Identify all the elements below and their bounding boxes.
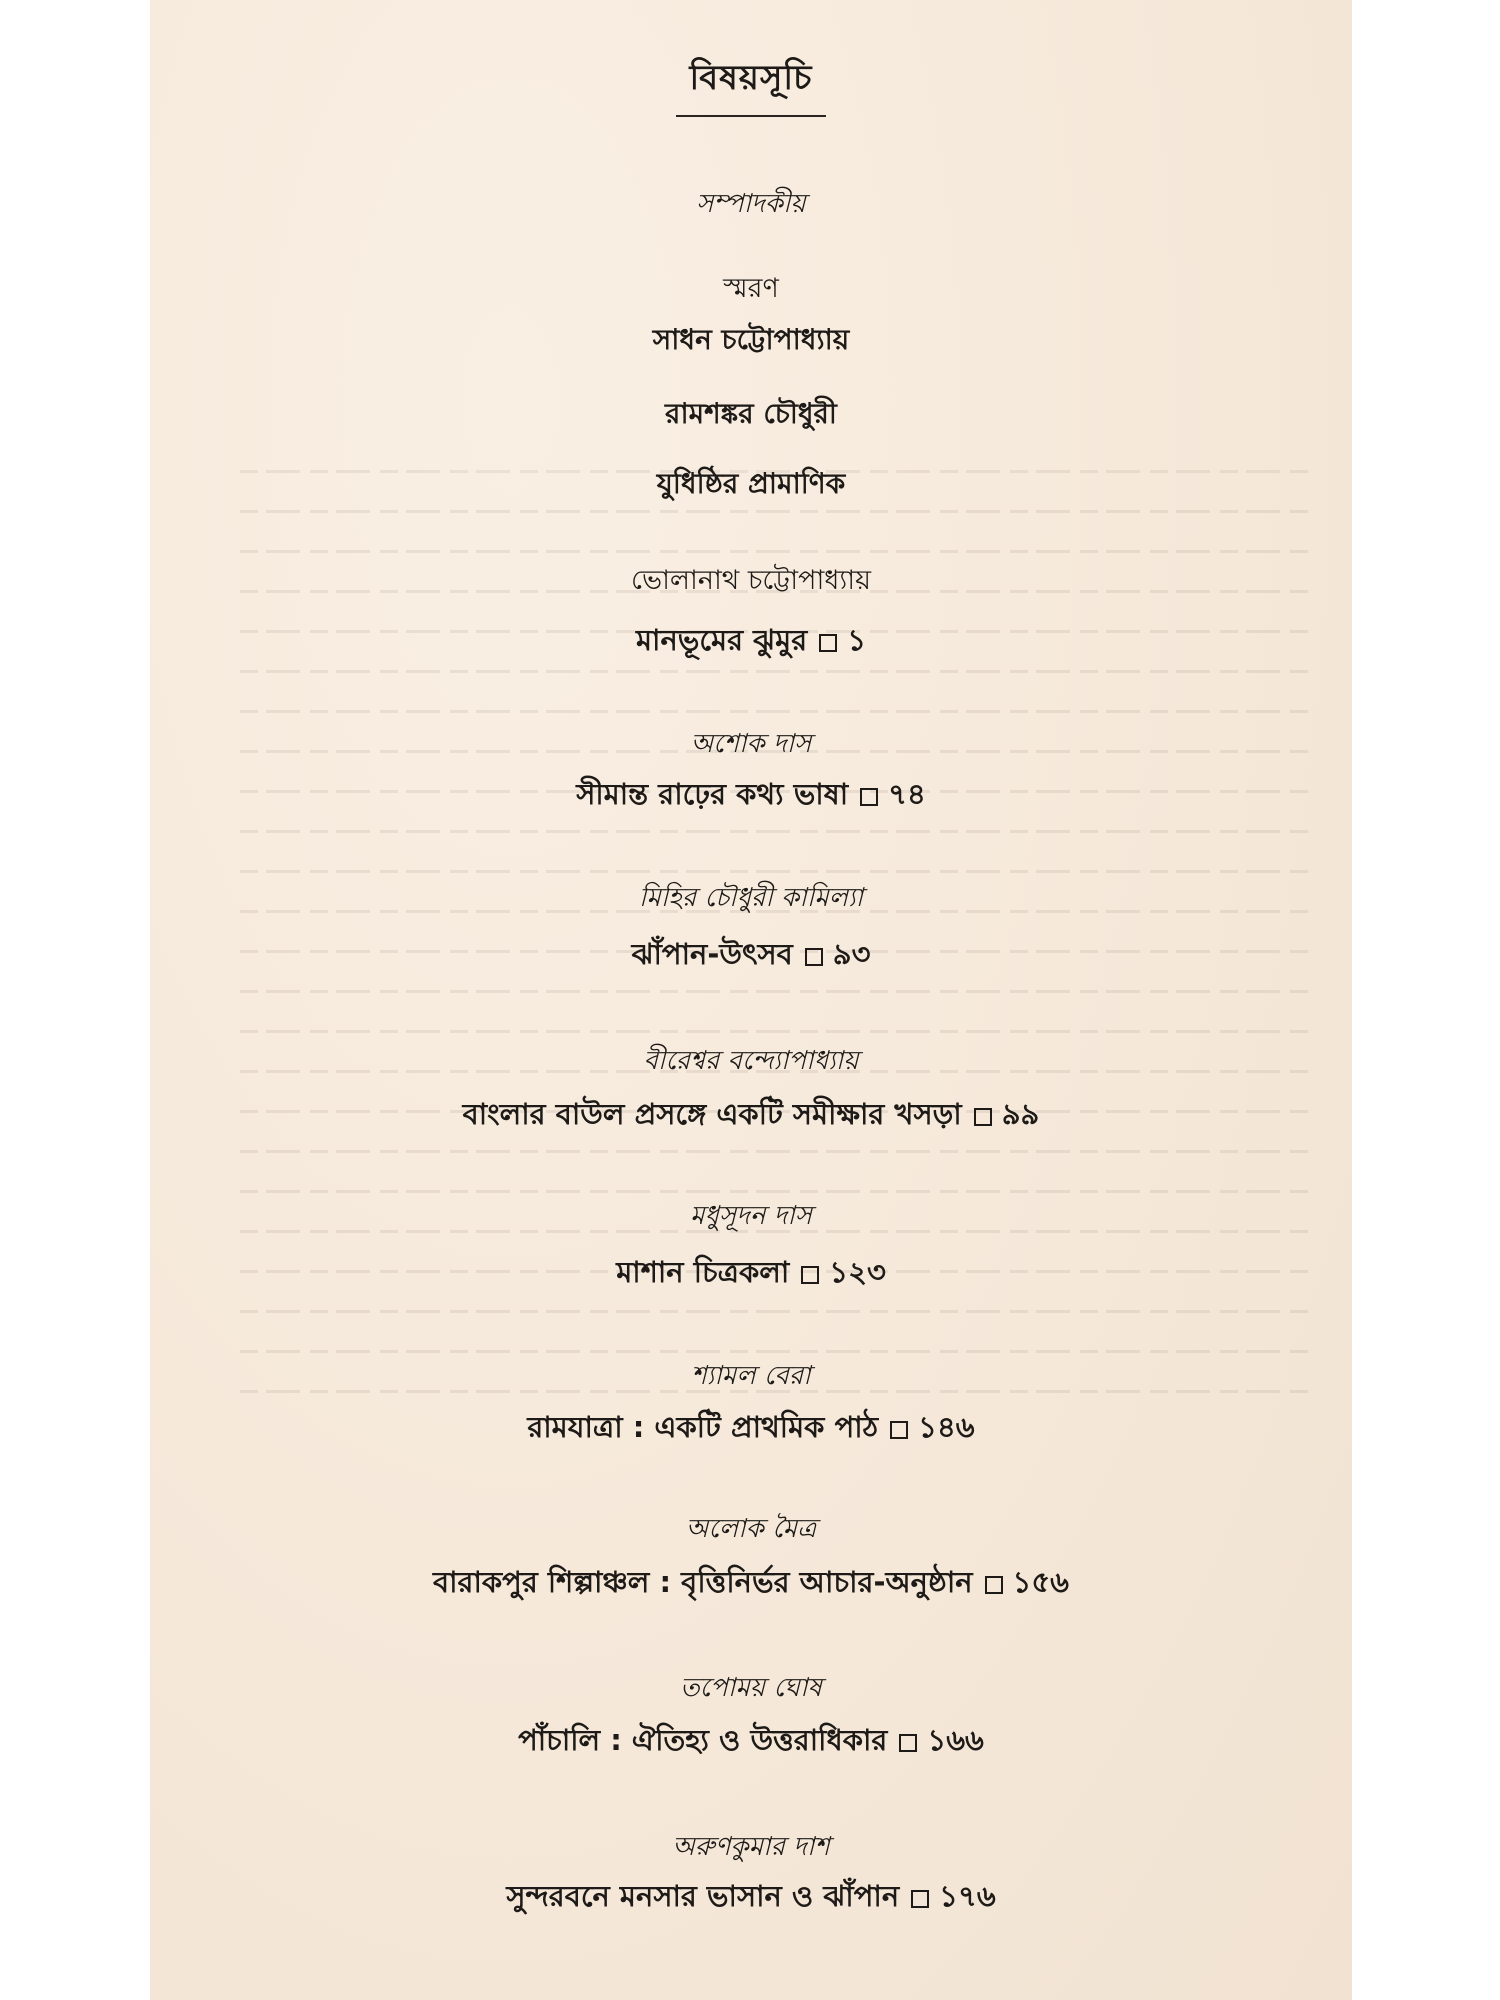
remembrance-name: সাধন চট্টোপাধ্যায়	[652, 323, 850, 356]
box-bullet-icon	[805, 948, 823, 966]
entry-author: অলোক মৈত্র	[685, 1514, 817, 1544]
entry-title: সুন্দরবনে মনসার ভাসান ও ঝাঁপান	[506, 1879, 900, 1913]
book-page	[150, 0, 1352, 2000]
remembrance-name: রামশঙ্কর চৌধুরী	[665, 397, 837, 430]
entry-line	[150, 618, 1352, 667]
entry-author: ভোলানাথ চট্টোপাধ্যায়	[631, 565, 871, 596]
entry-author: বীরেশ্বর বন্দ্যোপাধ্যায়	[643, 1046, 859, 1076]
remembrance-name: যুধিষ্ঠির প্রামাণিক	[656, 467, 846, 500]
box-bullet-icon	[860, 788, 878, 806]
box-bullet-icon	[899, 1734, 917, 1752]
box-bullet-icon	[974, 1108, 992, 1126]
entry-line	[150, 1718, 1352, 1767]
entry-page: ১	[847, 623, 867, 657]
entry-author: মধুসূদন দাস	[689, 1201, 812, 1231]
box-bullet-icon	[819, 634, 837, 652]
title-underline	[676, 115, 826, 117]
entry-page: ১৪৬	[918, 1410, 975, 1444]
entry-page: ৯৯	[1001, 1097, 1040, 1131]
entry-page: ১৬৬	[927, 1723, 984, 1757]
entry-title: মাশান চিত্রকলা	[616, 1255, 790, 1289]
entry-line	[150, 1092, 1352, 1141]
box-bullet-icon	[890, 1421, 908, 1439]
entry-page: ৯৩	[832, 937, 871, 971]
box-bullet-icon	[985, 1576, 1003, 1594]
entry-title: পাঁচালি : ঐতিহ্য ও উত্তরাধিকার	[518, 1723, 888, 1757]
entry-page: ৭৪	[888, 777, 926, 811]
entry-page: ১৫৬	[1012, 1565, 1070, 1599]
entry-title: ঝাঁপান-উৎসব	[631, 937, 793, 971]
entry-author: অরুণকুমার দাশ	[672, 1832, 830, 1862]
entry-line	[150, 1250, 1352, 1299]
entry-author: শ্যামল বেরা	[691, 1361, 811, 1391]
box-bullet-icon	[801, 1266, 819, 1284]
entry-title: সীমান্ত রাঢ়ের কথ্য ভাষা	[576, 777, 849, 811]
entry-title: রামযাত্রা : একটি প্রাথমিক পাঠ	[527, 1410, 879, 1444]
entry-line	[150, 1874, 1352, 1923]
entry-line	[150, 1560, 1352, 1609]
entry-page: ১৭৬	[939, 1879, 996, 1913]
entry-page: ১২৩	[829, 1255, 886, 1289]
entry-title: বারাকপুর শিল্পাঞ্চল : বৃত্তিনির্ভর আচার-অনুষ্ঠান	[432, 1565, 973, 1599]
entry-author: অশোক দাস	[690, 729, 812, 759]
entry-line	[150, 932, 1352, 981]
entry-title: বাংলার বাউল প্রসঙ্গে একটি সমীক্ষার খসড়া	[462, 1097, 962, 1131]
entry-title: মানভূমের ঝুমুর	[635, 623, 808, 657]
box-bullet-icon	[911, 1890, 929, 1908]
toc-title: বিষয়সূচি	[150, 52, 1352, 117]
entry-author: তপোময় ঘোষ	[680, 1673, 822, 1703]
entry-line	[150, 1405, 1352, 1454]
editorial-label: সম্পাদকীয়	[696, 189, 806, 219]
remembrance-heading: স্মরণ	[723, 273, 779, 304]
entry-author: মিহির চৌধুরী কামিল্যা	[638, 883, 864, 913]
entry-line	[150, 772, 1352, 821]
